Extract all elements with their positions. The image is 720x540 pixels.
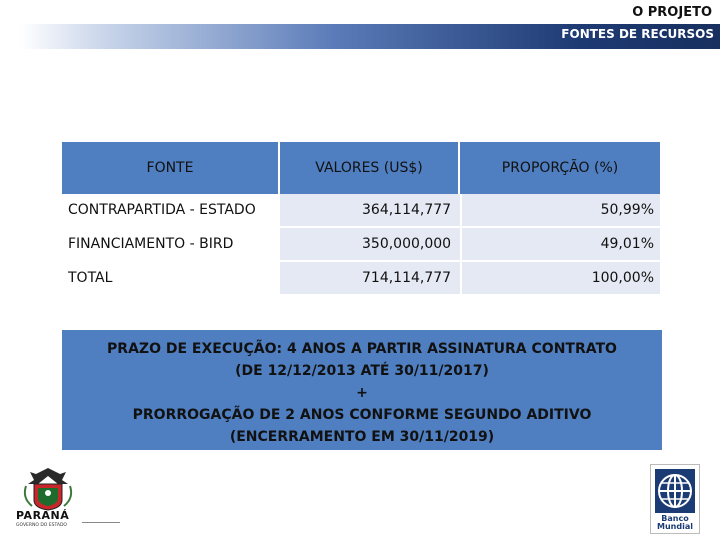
world-bank-logo [650,464,700,534]
note-line: PRORROGAÇÃO DE 2 ANOS CONFORME SEGUNDO ADITIVO [132,407,592,423]
table-row [62,262,660,296]
parana-logo-name: PARANÁ [16,509,70,522]
world-bank-line2: Mundial [657,522,693,531]
column-header-proporcao: PROPORÇÃO (%) [460,142,660,194]
table-row [62,228,660,262]
parana-logo-subtitle: GOVERNO DO ESTADO [16,523,67,528]
footer-divider [82,522,120,523]
globe-icon [655,469,695,513]
row-value: 714,114,777 [280,262,460,296]
world-bank-line1: Banco [661,514,689,523]
execution-period-note [62,330,662,450]
page-subtitle: FONTES DE RECURSOS [561,27,714,41]
table-header-row [62,142,660,194]
row-percent: 50,99% [460,194,660,228]
row-value: 350,000,000 [280,228,460,262]
row-percent: 49,01% [460,228,660,262]
page-title: O PROJETO [632,5,712,20]
row-label: CONTRAPARTIDA - ESTADO [62,194,280,228]
row-value: 364,114,777 [280,194,460,228]
header-bar [20,24,720,49]
row-label: TOTAL [62,262,280,296]
note-line: + [356,385,368,401]
note-line: PRAZO DE EXECUÇÃO: 4 ANOS A PARTIR ASSINATURA CONTRATO [107,341,617,357]
note-line: (DE 12/12/2013 ATÉ 30/11/2017) [235,363,489,379]
note-line: (ENCERRAMENTO EM 30/11/2019) [229,429,495,445]
table-row [62,194,660,228]
column-header-valores: VALORES (US$) [280,142,460,194]
row-label: FINANCIAMENTO - BIRD [62,228,280,262]
row-percent: 100,00% [460,262,660,296]
world-bank-label [651,515,699,531]
funding-table [62,142,660,296]
column-header-fonte: FONTE [62,142,280,194]
